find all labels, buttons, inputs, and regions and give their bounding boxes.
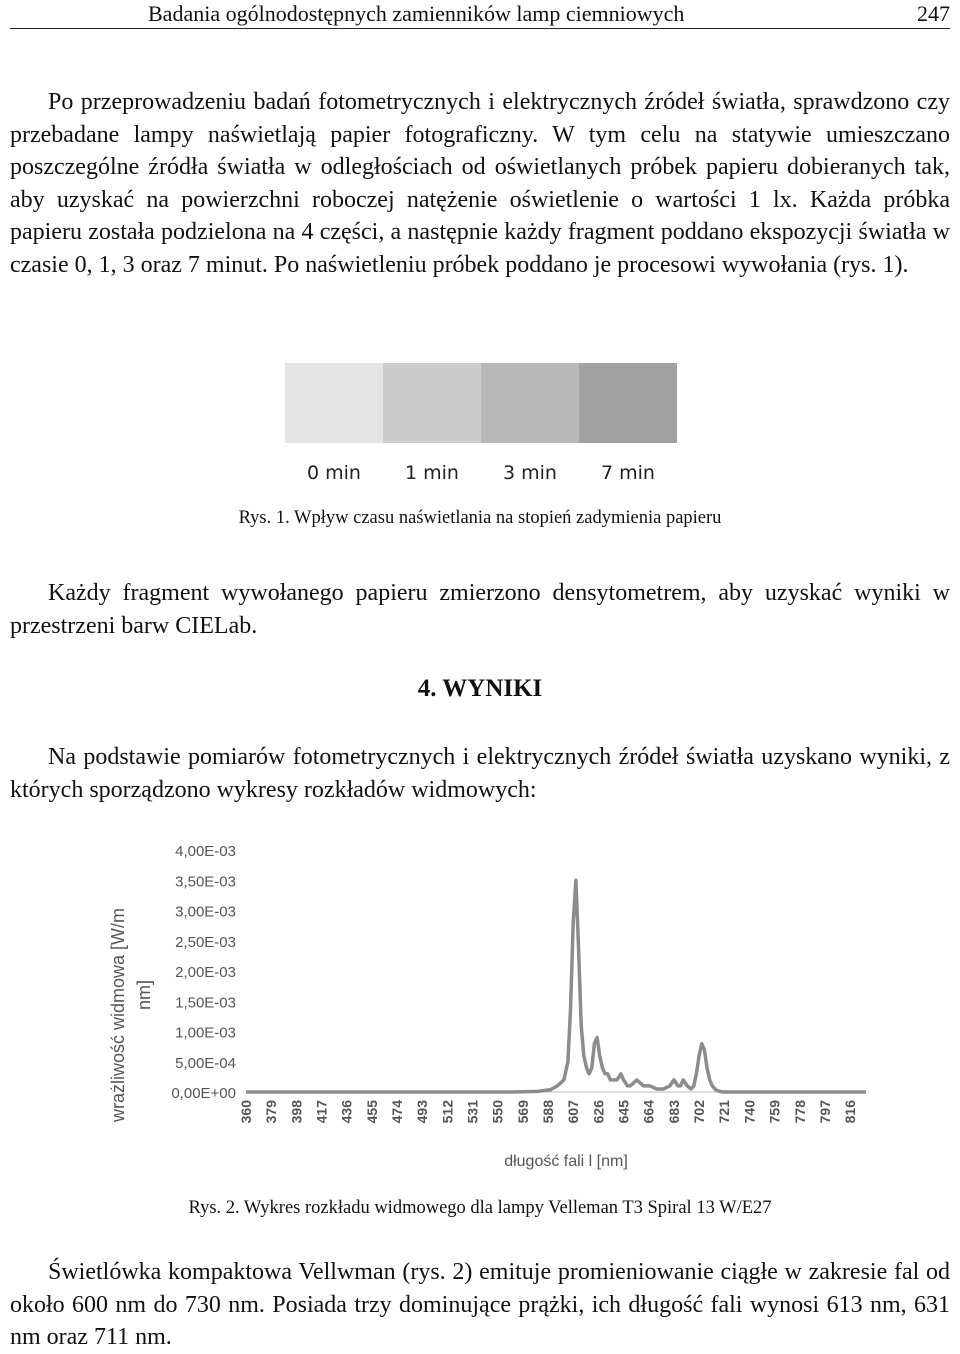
x-tick-label: 512 <box>439 1100 456 1124</box>
x-tick-label: 436 <box>338 1100 355 1124</box>
x-tick-label: 550 <box>489 1100 506 1124</box>
y-axis-title-line-2: nm] <box>134 979 154 1011</box>
x-tick-label: 797 <box>816 1100 833 1124</box>
x-tick-label: 398 <box>288 1100 305 1124</box>
exposure-label-1: 1 min <box>405 462 459 484</box>
paragraph-1 <box>10 86 950 281</box>
x-tick-label: 607 <box>565 1100 582 1124</box>
spectral-chart <box>0 830 960 1180</box>
y-tick-label: 3,50E-03 <box>175 873 236 891</box>
header-title: Badania ogólnodostępnych zamienników lamp ciemniowych <box>148 1 685 26</box>
x-tick-label: 683 <box>665 1100 682 1124</box>
y-axis-title-line-1: wrażliwość widmowa [W/m <box>108 907 128 1123</box>
y-tick-label: 1,50E-03 <box>175 994 236 1012</box>
y-tick-label: 2,50E-03 <box>175 933 236 951</box>
x-tick-label: 531 <box>464 1100 481 1124</box>
paragraph-1-text: Po przeprowadzeniu badań fotometrycznych i elektrycznych źródeł światła, sprawdzono czy przebadane lampy naświetlają papier fotograficzny. W tym celu na statywie umieszczano poszczególne źródła światła w odległościach od oświetlanych próbek papieru dobieranych tak, aby uzyskać na powierzchni roboczej natężenie oświetlenie o wartości 1 lx. Każda próbka papieru została podzielona na 4 części, a następnie każdy fragment poddano ekspozycji światła w czasie 0, 1, 3 oraz 7 minut. Po naświetleniu próbek poddano je procesowi wywołania (rys. 1). <box>10 89 950 278</box>
running-header <box>10 0 950 29</box>
figure-2-caption: Rys. 2. Wykres rozkładu widmowego dla lampy Velleman T3 Spiral 13 W/E27 <box>188 1198 772 1218</box>
y-tick-label: 2,00E-03 <box>175 964 236 981</box>
x-tick-label: 645 <box>615 1100 632 1124</box>
y-tick-label: 4,00E-03 <box>175 843 236 860</box>
y-tick-label: 0,00E+00 <box>171 1085 236 1102</box>
x-tick-label: 417 <box>313 1100 330 1124</box>
x-tick-label: 759 <box>766 1100 783 1124</box>
exposure-strips <box>285 363 677 443</box>
x-tick-label: 360 <box>238 1100 254 1124</box>
x-tick-label: 588 <box>540 1100 557 1124</box>
exposure-strip-1 <box>383 363 481 443</box>
page-number: 247 <box>917 1 950 26</box>
x-tick-label: 455 <box>363 1100 380 1124</box>
x-tick-label: 721 <box>716 1100 733 1124</box>
exposure-strip-2 <box>481 363 579 443</box>
exposure-label-3: 7 min <box>601 462 655 484</box>
exposure-labels <box>285 462 677 484</box>
paragraph-3 <box>10 741 950 806</box>
paragraph-2 <box>10 577 950 642</box>
y-tick-label: 1,00E-03 <box>175 1024 236 1042</box>
x-tick-label: 664 <box>640 1100 657 1124</box>
y-tick-label: 3,00E-03 <box>175 903 236 921</box>
exposure-label-2: 3 min <box>503 462 557 484</box>
exposure-label-0: 0 min <box>307 462 361 484</box>
x-tick-label: 474 <box>389 1100 406 1124</box>
paragraph-2-text: Każdy fragment wywołanego papieru zmierzono densytometrem, aby uzyskać wyniki w przestrzeni barw CIELab. <box>10 580 950 639</box>
x-tick-label: 702 <box>691 1100 708 1124</box>
paragraph-4-text: Świetlówka kompaktowa Vellwman (rys. 2) emituje promieniowanie ciągłe w zakresie fal od około 600 nm do 730 nm. Posiada trzy dominujące prążki, ich długość fali wynosi 613 nm, 631 nm oraz 711 nm. <box>10 1259 950 1350</box>
x-axis-title: długość fali l [nm] <box>504 1153 628 1170</box>
exposure-strip-3 <box>579 363 677 443</box>
paragraph-4 <box>10 1256 950 1354</box>
y-tick-label: 5,00E-04 <box>175 1054 236 1072</box>
section-heading: 4. WYNIKI <box>417 675 543 702</box>
x-tick-label: 816 <box>842 1100 859 1124</box>
exposure-strip-0 <box>285 363 383 443</box>
x-tick-label: 569 <box>514 1100 531 1124</box>
paragraph-3-text: Na podstawie pomiarów fotometrycznych i elektrycznych źródeł światła uzyskano wyniki, z których sporządzono wykresy rozkładów widmowych: <box>10 744 950 803</box>
figure-1-caption: Rys. 1. Wpływ czasu naświetlania na stopień zadymienia papieru <box>238 508 722 528</box>
x-tick-label: 626 <box>590 1100 607 1124</box>
x-tick-label: 740 <box>741 1100 758 1124</box>
x-tick-label: 493 <box>414 1100 431 1124</box>
series-line <box>246 880 866 1092</box>
x-tick-label: 379 <box>263 1100 280 1124</box>
x-tick-label: 778 <box>791 1100 808 1124</box>
